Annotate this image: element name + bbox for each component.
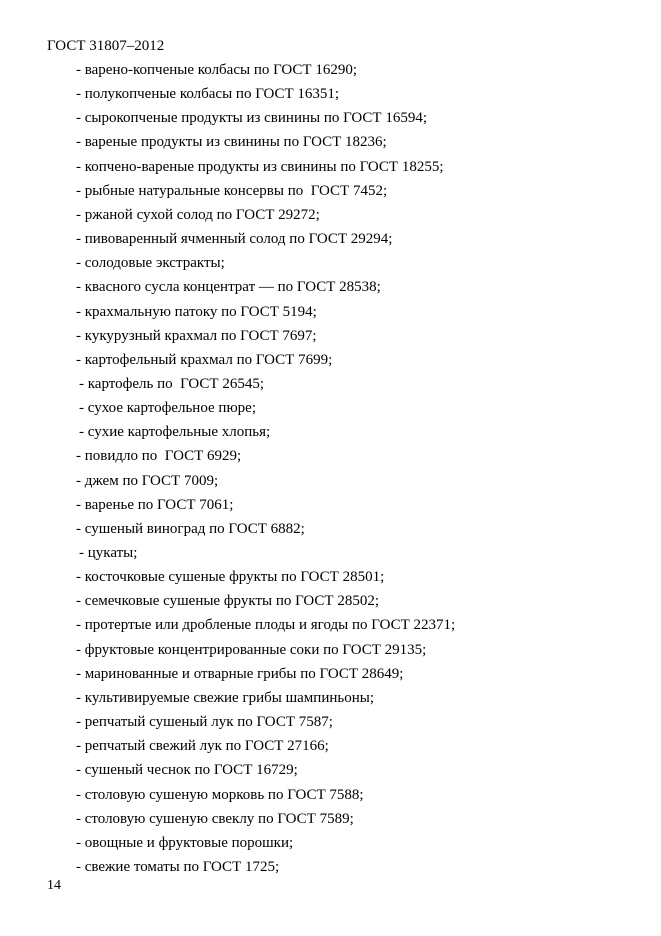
document-header: ГОСТ 31807–2012 [47, 38, 165, 54]
list-item: - копчено-вареные продукты из свинины по ГОСТ 18255; [76, 158, 444, 175]
list-item: - рыбные натуральные консервы по ГОСТ 7452; [76, 182, 388, 199]
list-item: - повидло по ГОСТ 6929; [76, 448, 242, 465]
list-item: - столовую сушеную морковь по ГОСТ 7588; [76, 786, 364, 803]
list-item: - ржаной сухой солод по ГОСТ 29272; [76, 206, 320, 223]
list-item: - протертые или дробленые плоды и ягоды по ГОСТ 22371; [76, 617, 456, 634]
list-item: - картофель по ГОСТ 26545; [79, 375, 265, 392]
list-item: - квасного сусла концентрат — по ГОСТ 28538; [76, 279, 381, 296]
list-item: - джем по ГОСТ 7009; [76, 472, 219, 489]
list-item: - свежие томаты по ГОСТ 1725; [76, 858, 280, 875]
list-item: - цукаты; [79, 545, 138, 561]
list-item: - пивоваренный ячменный солод по ГОСТ 29294; [76, 231, 393, 248]
list-item: - картофельный крахмал по ГОСТ 7699; [76, 351, 333, 368]
list-item: - полукопченые колбасы по ГОСТ 16351; [76, 86, 340, 103]
list-item: - крахмальную патоку по ГОСТ 5194; [76, 303, 317, 320]
list-item: - варенье по ГОСТ 7061; [76, 496, 234, 513]
list-item: - семечковые сушеные фрукты по ГОСТ 28502; [76, 593, 380, 610]
page-number: 14 [47, 878, 61, 893]
list-item: - фруктовые концентрированные соки по ГОСТ 29135; [76, 641, 427, 658]
list-item: - вареные продукты из свинины по ГОСТ 18236; [76, 134, 387, 151]
list-item: - сухое картофельное пюре; [79, 400, 256, 417]
list-item: - маринованные и отварные грибы по ГОСТ 28649; [76, 665, 404, 682]
list-item: - сушеный чеснок по ГОСТ 16729; [76, 762, 298, 779]
list-item: - варено-копченые колбасы по ГОСТ 16290; [76, 62, 358, 78]
list-item: - культивируемые свежие грибы шампиньоны; [76, 689, 374, 706]
list-item: - репчатый сушеный лук по ГОСТ 7587; [76, 714, 333, 731]
list-item: - сушеный виноград по ГОСТ 6882; [76, 520, 305, 537]
list-item: - столовую сушеную свеклу по ГОСТ 7589; [76, 810, 354, 827]
list-item: - репчатый свежий лук по ГОСТ 27166; [76, 738, 329, 755]
list-item: - солодовые экстракты; [76, 255, 225, 272]
list-item: - сухие картофельные хлопья; [79, 424, 271, 441]
list-item: - кукурузный крахмал по ГОСТ 7697; [76, 327, 317, 344]
list-item: - овощные и фруктовые порошки; [76, 834, 294, 851]
list-item: - сырокопченые продукты из свинины по ГОСТ 16594; [76, 110, 428, 127]
list-item: - косточковые сушеные фрукты по ГОСТ 28501; [76, 569, 385, 586]
